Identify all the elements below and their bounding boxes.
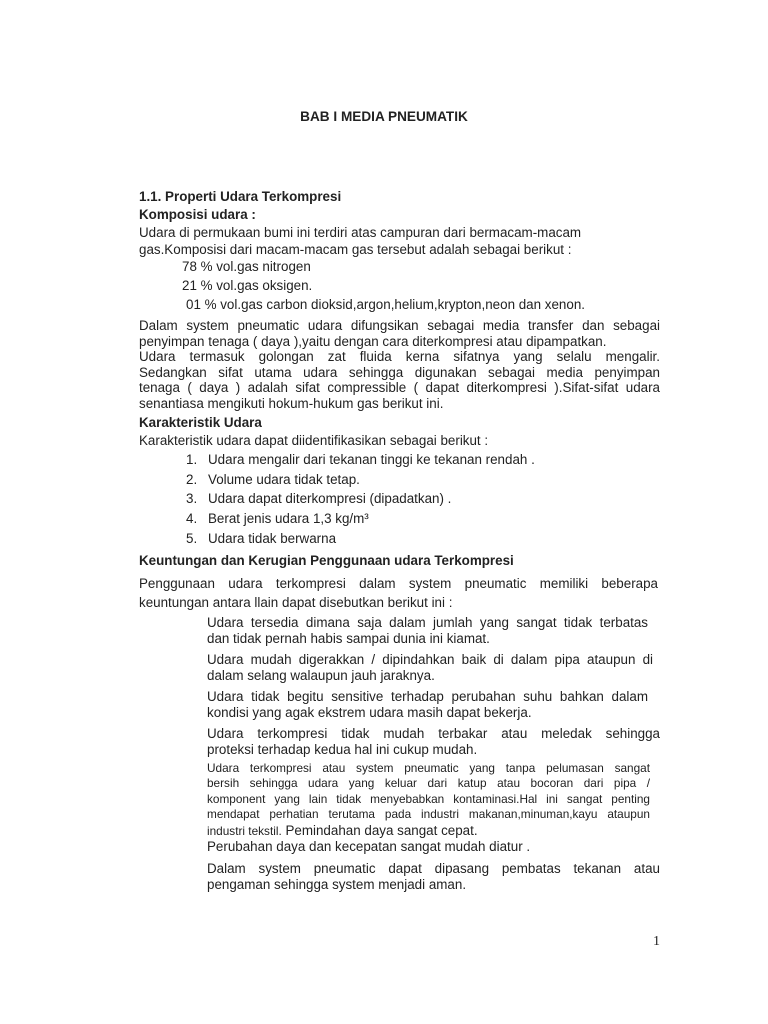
paragraph-line: penyimpan tenaga ( daya ),yaitu dengan cara diterkompresi atau dipampatkan. bbox=[139, 333, 607, 349]
paragraph-line: Dalam system pneumatic udara difungsikan sebagai media transfer dan sebagai bbox=[139, 318, 660, 333]
advantage-item: Udara terkompresi tidak mudah terbakar atau meledak sehingga proteksi terhadap kedua hal ini cukup mudah. bbox=[207, 726, 660, 757]
gas-item: 78 % vol.gas nitrogen bbox=[182, 259, 311, 274]
advantage-item: Udara tersedia dimana saja dalam jumlah yang sangat tidak terbatas dan tidak pernah habis sampai dunia ini kiamat. bbox=[207, 615, 648, 646]
characteristic-item: 3. Udara dapat diterkompresi (dipadatkan) . bbox=[186, 491, 452, 506]
characteristic-item: 1. Udara mengalir dari tekanan tinggi ke tekanan rendah . bbox=[186, 452, 535, 467]
advantages-intro-line-1: Penggunaan udara terkompresi dalam system pneumatic memiliki beberapa bbox=[139, 576, 658, 591]
advantage-item-cleanliness: Udara terkompresi atau system pneumatic yang tanpa pelumasan sangat bersih sehingga udara yang keluar dari katup atau bocoran dari pipa / komponent yang lain tidak menyebabkan kontaminasi.Hal ini sangat penting mendapat perhatian terutama pada industri makanan,minuman,kayu ataupun industri tekstil. Pemindahan daya sangat cepat. bbox=[207, 761, 650, 838]
paragraph-line: tenaga ( daya ) adalah sifat compressible ( dapat diterkompresi ).Sifat-sifat udara bbox=[139, 380, 660, 396]
characteristics-intro: Karakteristik udara dapat diidentifikasikan sebagai berikut : bbox=[139, 433, 489, 448]
section-heading: 1.1. Properti Udara Terkompresi bbox=[139, 189, 342, 204]
paragraph-system bbox=[139, 318, 660, 412]
paragraph-line: Udara termasuk golongan zat fluida kerna sifatnya yang selalu mengalir. bbox=[139, 349, 660, 365]
composition-intro-line-1: Udara di permukaan bumi ini terdiri atas campuran dari bermacam-macam bbox=[139, 225, 582, 240]
page-title: BAB I MEDIA PNEUMATIK bbox=[300, 109, 468, 124]
characteristic-item: 2. Volume udara tidak tetap. bbox=[186, 472, 360, 487]
advantage-item: Udara mudah digerakkan / dipindahkan baik di dalam pipa ataupun di dalam selang walaupun jauh jaraknya. bbox=[207, 652, 653, 683]
advantages-heading: Keuntungan dan Kerugian Penggunaan udara Terkompresi bbox=[139, 553, 514, 568]
advantage-item-safety: Dalam system pneumatic dapat dipasang pembatas tekanan atau pengaman sehingga system menjadi aman. bbox=[207, 861, 660, 892]
page-number: 1 bbox=[653, 934, 660, 949]
characteristic-item: 5. Udara tidak berwarna bbox=[186, 531, 337, 546]
composition-heading: Komposisi udara : bbox=[139, 207, 256, 222]
characteristics-heading: Karakteristik Udara bbox=[139, 415, 262, 430]
advantage-item: Udara tidak begitu sensitive terhadap perubahan suhu bahkan dalam kondisi yang agak ekstrem udara masih dapat bekerja. bbox=[207, 689, 648, 720]
characteristic-item: 4. Berat jenis udara 1,3 kg/m³ bbox=[186, 511, 369, 526]
paragraph-line: senantiasa mengikuti hokum-hukum gas berikut ini. bbox=[139, 395, 444, 411]
advantage-item-control: Perubahan daya dan kecepatan sangat mudah diatur . bbox=[207, 839, 531, 854]
paragraph-line: Sedangkan sifat utama udara sehingga digunakan sebagai media penyimpan bbox=[139, 364, 660, 380]
gas-item: 01 % vol.gas carbon dioksid,argon,helium,krypton,neon dan xenon. bbox=[186, 297, 585, 312]
composition-intro-line-2: gas.Komposisi dari macam-macam gas tersebut adalah sebagai berikut : bbox=[139, 242, 572, 257]
gas-item: 21 % vol.gas oksigen. bbox=[182, 278, 313, 293]
advantages-intro-line-2: keuntungan antara llain dapat disebutkan berikut ini : bbox=[139, 595, 453, 610]
